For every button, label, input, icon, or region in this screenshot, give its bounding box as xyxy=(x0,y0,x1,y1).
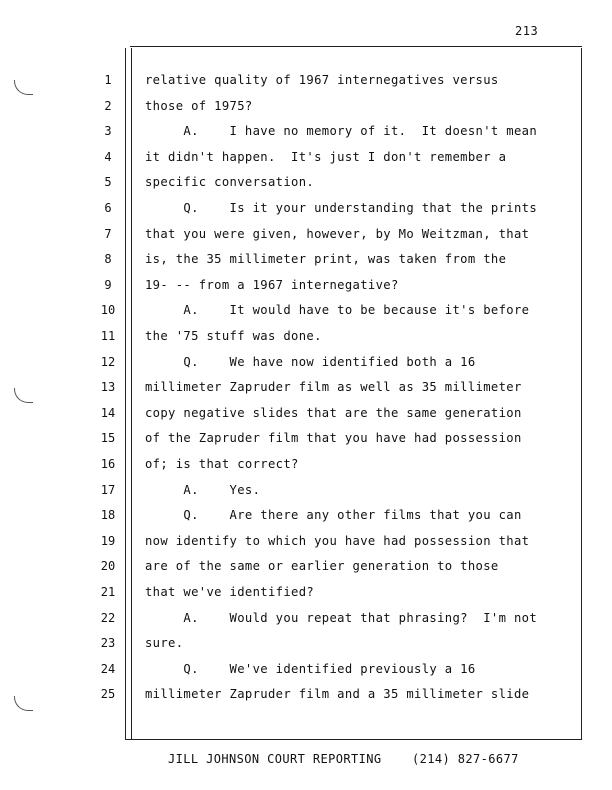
line-number: 18 xyxy=(100,508,116,523)
line-number: 12 xyxy=(100,354,116,369)
margin-rule xyxy=(131,48,132,740)
transcript-line: is, the 35 millimeter print, was taken from the xyxy=(145,252,507,267)
frame-top-border xyxy=(130,46,582,47)
line-number: 1 xyxy=(104,73,112,87)
line-number: 16 xyxy=(100,457,116,471)
transcript-line: the '75 stuff was done. xyxy=(145,329,322,343)
transcript-line: now identify to which you have had possession that xyxy=(145,533,530,548)
line-number: 8 xyxy=(104,252,112,267)
transcript-line: Q. We've identified previously a 16 xyxy=(145,661,476,676)
transcript-line: relative quality of 1967 internegatives versus xyxy=(145,73,499,87)
transcript-line: A. I have no memory of it. It doesn't mean xyxy=(145,124,538,139)
transcript-line: millimeter Zapruder film as well as 35 millimeter xyxy=(145,380,522,395)
line-number: 10 xyxy=(100,303,116,318)
line-number: 21 xyxy=(100,585,116,599)
transcript-line: Q. Is it your understanding that the prints xyxy=(145,201,538,215)
transcript-line: Q. We have now identified both a 16 xyxy=(145,354,476,369)
line-number: 20 xyxy=(100,559,116,574)
transcript-line: it didn't happen. It's just I don't remember a xyxy=(145,149,507,164)
transcript-line: A. Yes. xyxy=(145,482,261,497)
line-number: 9 xyxy=(104,277,112,292)
line-number: 22 xyxy=(100,610,116,625)
line-number: 4 xyxy=(104,149,112,164)
line-number: 6 xyxy=(104,201,112,215)
line-number: 23 xyxy=(100,636,116,651)
line-number: 17 xyxy=(100,482,116,497)
line-number: 14 xyxy=(100,405,116,420)
page-number: 213 xyxy=(515,24,539,38)
line-number: 3 xyxy=(104,124,112,139)
transcript-line: A. It would have to be because it's before xyxy=(145,303,530,318)
transcript-line: that you were given, however, by Mo Weitzman, that xyxy=(145,226,530,241)
line-number: 13 xyxy=(100,380,116,395)
transcript-line: of the Zapruder film that you have had possession xyxy=(145,431,522,446)
line-number: 5 xyxy=(104,175,112,190)
line-number: 19 xyxy=(100,533,116,548)
hole-punch-mark xyxy=(14,696,33,711)
footer-company: JILL JOHNSON COURT REPORTING xyxy=(168,752,382,766)
transcript-line: those of 1975? xyxy=(145,98,253,113)
line-number: 24 xyxy=(100,661,116,676)
transcript-line: millimeter Zapruder film and a 35 millimeter slide xyxy=(145,687,530,702)
transcript-line: copy negative slides that are the same generation xyxy=(145,405,522,420)
line-number: 25 xyxy=(100,687,116,702)
transcript-line: specific conversation. xyxy=(145,175,315,190)
transcript-line: are of the same or earlier generation to those xyxy=(145,559,499,574)
footer xyxy=(168,752,519,766)
transcript-line: sure. xyxy=(145,636,184,651)
line-number: 7 xyxy=(104,226,112,241)
transcript-line: A. Would you repeat that phrasing? I'm not xyxy=(145,610,538,625)
line-number: 15 xyxy=(100,431,116,446)
hole-punch-mark xyxy=(14,388,33,403)
transcript-line: Q. Are there any other films that you can xyxy=(145,508,522,523)
transcript-line: of; is that correct? xyxy=(145,457,299,471)
line-number: 11 xyxy=(100,329,116,343)
transcript-line: 19- -- from a 1967 internegative? xyxy=(145,277,399,292)
hole-punch-mark xyxy=(14,80,33,95)
footer-phone: (214) 827-6677 xyxy=(412,752,519,766)
transcript-line: that we've identified? xyxy=(145,585,315,599)
line-number: 2 xyxy=(104,98,112,113)
